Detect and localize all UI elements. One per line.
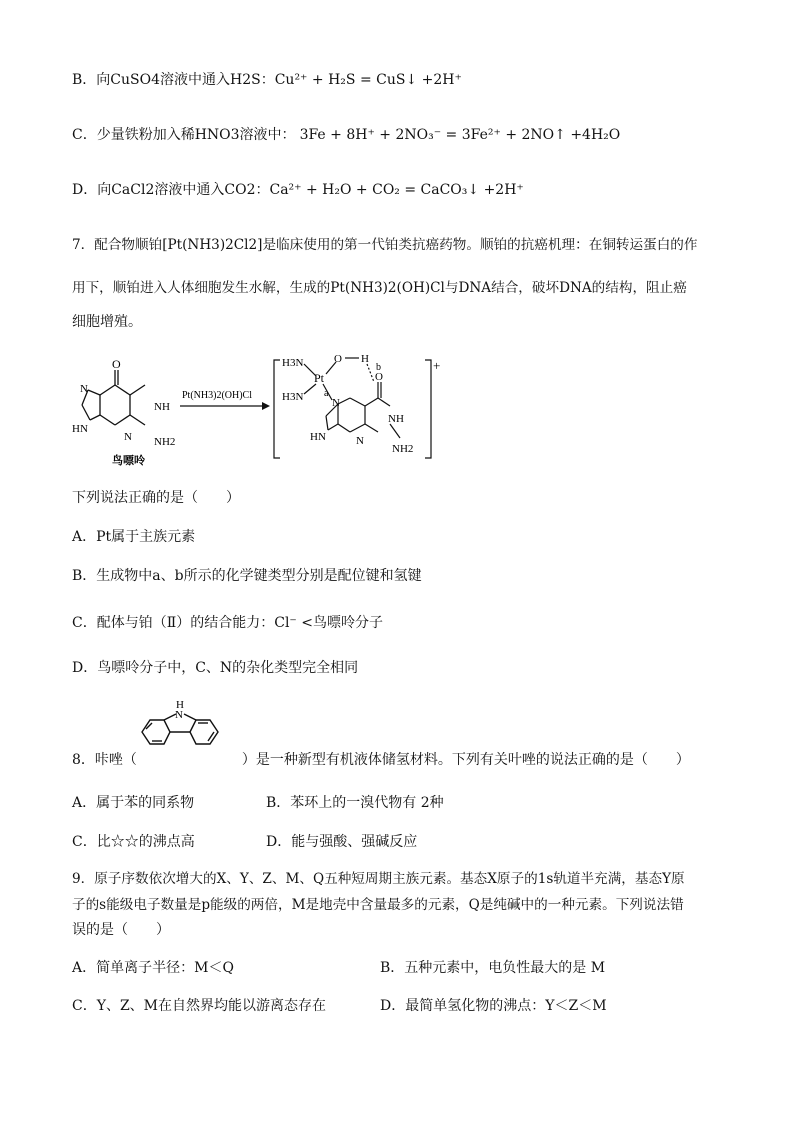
q7-reaction-figure — [70, 340, 450, 475]
q9-option-b: B．五种元素中，电负性最大的是 M — [380, 960, 606, 976]
reaction-reagent: Pt(NH3)2(OH)Cl — [182, 390, 252, 401]
product-bracket-left — [274, 360, 280, 458]
q7-stem-line2: 用下，顺铂进入人体细胞发生水解，生成的Pt(NH3)2(OH)Cl与DNA结合，破坏DNA的结构，阻止癌 — [72, 280, 687, 296]
product-n-coord: N — [332, 397, 340, 409]
q9-option-d: D．最简单氢化物的沸点：Y＜Z＜M — [380, 998, 607, 1014]
product-nh2-label: NH2 — [392, 443, 414, 455]
carbazole-h: H — [176, 699, 184, 711]
guanine-n2: N — [124, 431, 132, 443]
guanine-hn: HN — [72, 423, 88, 435]
q6-option-b-prefix: B．向 — [72, 72, 111, 88]
q6-option-d-equation: Ca²⁺ + H₂O + CO₂ = CaCO₃↓ +2H⁺ — [269, 182, 524, 198]
product-pt: Pt — [314, 371, 325, 385]
q9-stem-line3: 误的是（ ） — [72, 922, 170, 938]
q7-stem-line1: 7．配合物顺铂[Pt(NH3)2Cl2]是临床使用的第一代铂类抗癌药物。顺铂的抗癌机理：在铜转运蛋白的作 — [72, 237, 698, 253]
q8-option-d: D．能与强酸、强碱反应 — [266, 834, 418, 850]
q9-stem-line1: 9．原子序数依次增大的X、Y、Z、M、Q五种短周期主族元素。基态X原子的1s轨道半充满，基态Y原 — [72, 871, 685, 887]
q6-option-c-equation: 3Fe + 8H⁺ + 2NO₃⁻ = 3Fe²⁺ + 2NO↑ +4H₂O — [299, 127, 621, 143]
q7-option-a: A．Pt属于主族元素 — [72, 529, 196, 545]
q7-question: 下列说法正确的是（ ） — [72, 490, 240, 506]
q6-option-c — [72, 125, 620, 145]
q9-option-c: C．Y、Z、M在自然界均能以游离态存在 — [72, 998, 327, 1014]
product-o: O — [334, 353, 342, 365]
q6-option-d-prefix: D．向CaCl2溶液中通入CO2： — [72, 182, 270, 198]
label-a: a — [324, 388, 329, 399]
reaction-arrowhead — [262, 402, 270, 410]
guanine-n1: N — [80, 383, 88, 395]
q6-option-b-reagent: CuSO4溶液中通入H2S： — [110, 72, 275, 88]
q8-option-b: B．苯环上的一溴代物有 2种 — [266, 795, 444, 811]
product-o-carbonyl: O — [375, 371, 383, 383]
carbazole-structure — [132, 698, 228, 764]
q6-option-b-equation: Cu²⁺ + H₂S = CuS↓ +2H⁺ — [274, 72, 462, 88]
guanine-nh: NH — [154, 401, 170, 413]
carbazole-n: N — [175, 709, 183, 721]
guanine-structure — [82, 370, 145, 425]
product-charge: + — [433, 358, 441, 373]
product-bonds — [304, 358, 400, 438]
q6-option-b — [72, 70, 462, 90]
product-h: H — [361, 353, 369, 365]
q7-option-b: B．生成物中a、b所示的化学键类型分别是配位键和氢键 — [72, 568, 422, 584]
q6-option-c-prefix: C．少量铁粉加入稀HNO3溶液中： — [72, 127, 296, 143]
product-h3n-bottom: H3N — [282, 391, 304, 403]
guanine-name: 鸟嘌呤 — [112, 455, 145, 467]
q8-stem-prefix: 8．咔唑（ — [72, 752, 137, 768]
product-nh-label: NH — [388, 413, 404, 425]
product-bracket-right — [425, 360, 431, 458]
q8-option-c: C．比☆☆的沸点高 — [72, 834, 195, 850]
q8-option-a: A．属于苯的同系物 — [72, 795, 195, 811]
guanine-o: O — [112, 357, 121, 371]
product-hn-label: HN — [310, 431, 326, 443]
q7-option-d: D．鸟嘌呤分子中，C、N的杂化类型完全相同 — [72, 660, 359, 676]
q9-option-a: A．简单离子半径：M＜Q — [72, 960, 234, 976]
q8-stem-suffix: ）是一种新型有机液体储氢材料。下列有关叶唑的说法正确的是（ ） — [241, 752, 690, 768]
q6-option-d — [72, 180, 524, 200]
product-h3n-top: H3N — [282, 357, 304, 369]
product-n-lower: N — [356, 435, 364, 447]
q9-stem-line2: 子的s能级电子数量是p能级的两倍，M是地壳中含量最多的元素，Q是纯碱中的一种元素。下列说法错 — [72, 897, 684, 913]
q7-stem-line3: 细胞增殖。 — [72, 314, 142, 330]
q7-option-c: C．配体与铂（Ⅱ）的结合能力：Cl⁻ <鸟嘌呤分子 — [72, 615, 383, 631]
label-b: b — [376, 362, 381, 373]
guanine-nh2: NH2 — [154, 436, 176, 448]
